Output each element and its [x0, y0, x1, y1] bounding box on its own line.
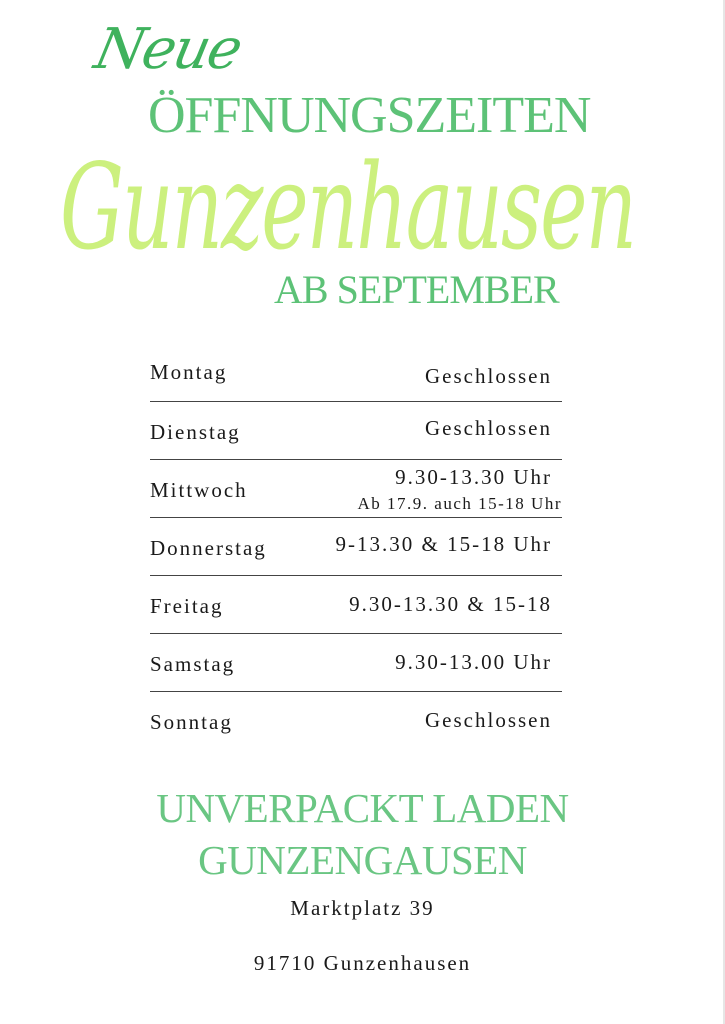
shop-name-line2: GUNZENGAUSEN	[198, 837, 527, 883]
time-value: 9.30-13.30 Uhr	[395, 465, 552, 489]
opening-hours-table	[150, 344, 562, 750]
hours-row-friday	[150, 576, 562, 634]
city-script-text: Gunzenhausen	[60, 138, 635, 276]
day-label: Montag	[150, 360, 228, 384]
time-value: 9.30-13.30 & 15-18	[349, 592, 552, 616]
hours-row-sunday	[150, 692, 562, 750]
hours-row-tuesday	[150, 402, 562, 460]
shop-name-line1: UNVERPACKT LADEN	[156, 785, 569, 831]
from-september-subtitle: AB SEPTEMBER	[274, 267, 559, 312]
day-label: Samstag	[150, 652, 236, 676]
hours-row-thursday	[150, 518, 562, 576]
hours-row-wednesday	[150, 460, 562, 518]
address-street: Marktplatz 39	[290, 896, 435, 920]
opening-hours-title: ÖFFNUNGSZEITEN	[148, 87, 591, 144]
day-label: Dienstag	[150, 420, 241, 444]
hours-row-monday	[150, 344, 562, 402]
day-label: Sonntag	[150, 710, 233, 734]
time-value: Geschlossen	[425, 364, 552, 388]
day-label: Donnerstag	[150, 536, 267, 560]
address-city: 91710 Gunzenhausen	[253, 951, 472, 975]
day-label: Mittwoch	[150, 478, 248, 502]
time-value: Geschlossen	[425, 708, 552, 732]
time-value: 9-13.30 & 15-18 Uhr	[335, 532, 552, 556]
time-value: 9.30-13.00 Uhr	[395, 650, 552, 674]
neue-script-heading: Neue	[89, 17, 247, 82]
time-value: Geschlossen	[425, 416, 552, 440]
day-label: Freitag	[150, 594, 224, 618]
time-note: Ab 17.9. auch 15-18 Uhr	[357, 494, 562, 513]
shop-name	[0, 782, 725, 886]
hours-row-saturday	[150, 634, 562, 692]
